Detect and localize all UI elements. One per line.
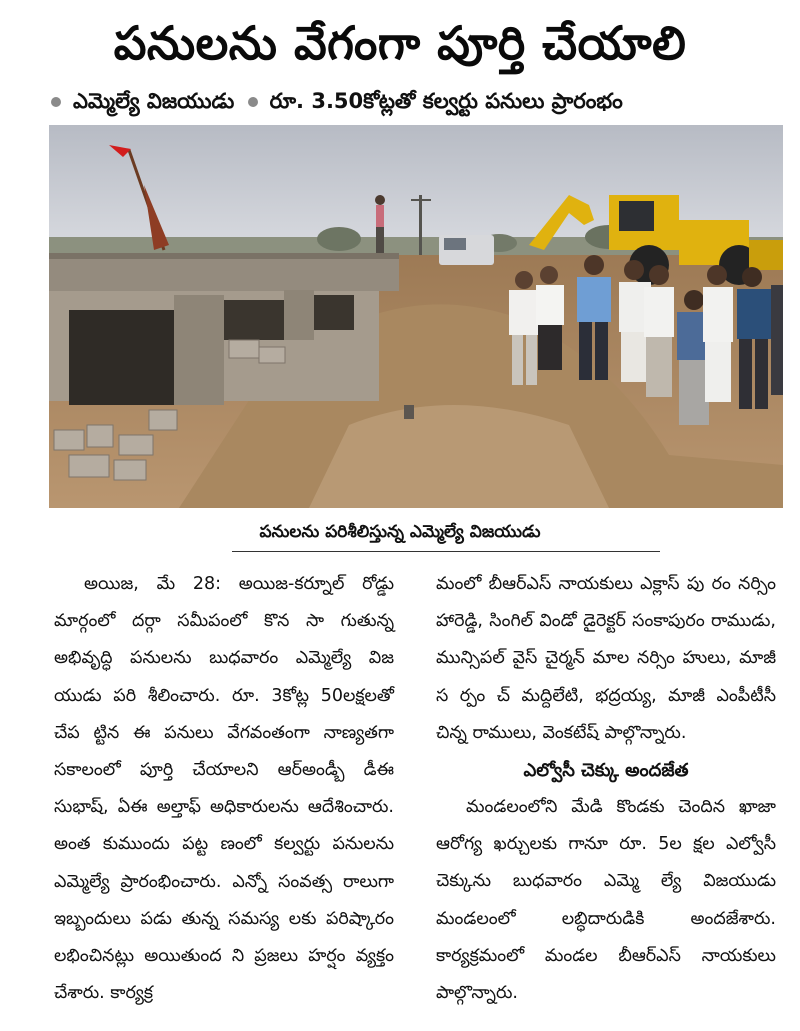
culvert-bridge: [49, 253, 399, 405]
subhead-1: ఎమ్మెల్యే విజయుడు: [73, 89, 235, 113]
bullet-icon: [248, 97, 258, 107]
article-paragraph: మంలో బీఆర్ఎస్ నాయకులు ఎక్లాస్ పు రం నర్సిం హారెడ్డి, సింగిల్ విండో డైరెక్టర్ సంకాపురం రాముడు, మున్సిపల్ వైస్ చైర్మన్ మాల నర్సిం హులు, మాజీ స ర్పం చ్ మద్దిలేటి, భద్రయ్య, మాజీ ఎంపీటీసీ చిన్న రాములు, వెంకటేష్ పాల్గొన్నారు.: [436, 574, 776, 743]
photo-caption: పనులను పరిశీలిస్తున్న ఎమ్మెల్యే విజయుడు: [259, 522, 541, 542]
sub-heading: ఎల్వోసీ చెక్కు అందజేత: [523, 760, 689, 782]
news-photo: [49, 125, 783, 508]
subheadline: [45, 84, 765, 118]
article-paragraph: మండలంలోని మేడి కొండకు చెందిన ఖాజా ఆరోగ్య ఖర్చులకు గానూ రూ. 5ల క్షల ఎల్వోసీ చెక్కును బుధవారం ఎమ్మె ల్యే విజయుడు మండలంలో లబ్ధిదారుడికి అందజేశారు. కార్యక్రమంలో మండల బీఆర్ఎస్ నాయకులు పాల్గొన్నారు.: [436, 797, 776, 1004]
article-paragraph: అయిజ, మే 28: అయిజ-కర్నూల్ రోడ్డు మార్గంలో దర్గా సమీపంలో కొన సా గుతున్న అభివృద్ధి పనులను బుధవారం ఎమ్మెల్యే విజ యుడు పరి శీలించారు. రూ. 3కోట్ల 50లక్షలతో చేప ట్టిన ఈ పనులు వేగవంతంగా నాణ్యతగా సకాలంలో పూర్తి చేయాలని ఆర్అండ్బీ డీఈ సుభాష్, ఏఈ అల్తాఫ్ అధికారులను ఆదేశించారు. అంత కుముందు పట్ట ణంలో కల్వర్టు పనులను ఎమ్మెల్యే ప్రారంభించారు. ఎన్నో సంవత్స రాలుగా ఇబ్బందులు పడు తున్న సమస్య లకు పరిష్కారం లభించినట్లు అయితుంద ని ప్రజలు హర్షం వ్యక్తం చేశారు. కార్యక్ర: [54, 574, 394, 1004]
subhead-2: రూ. 3.50కోట్లతో కల్వర్టు పనులు ప్రారంభం: [269, 89, 623, 113]
caption-divider: [232, 551, 660, 552]
article-column-left: [54, 566, 394, 1012]
headline: పనులను వేగంగా పూర్తి చేయాలి: [113, 16, 687, 70]
bullet-icon: [51, 97, 61, 107]
article-column-right: [436, 566, 776, 1012]
